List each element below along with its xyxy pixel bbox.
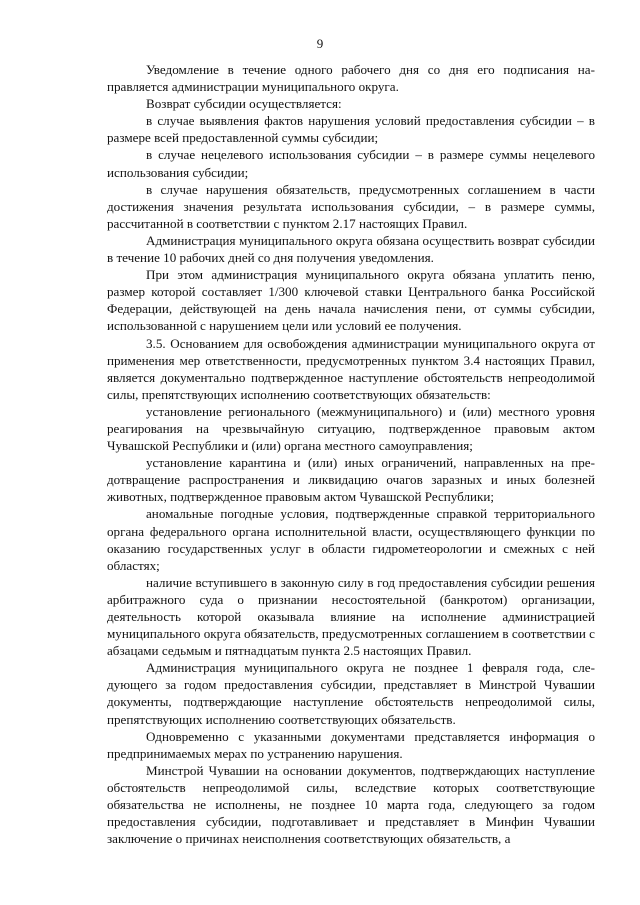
page-number: 9 <box>316 36 324 51</box>
paragraph-refund-violation: в случае выявления фактов нарушения условий предоставления субсидии – в размере всей предоставленной суммы субсидии; <box>107 113 595 146</box>
paragraph-quarantine: установление карантина и (или) иных ограничений, направленных на предотвращение распространения и ликвидацию очагов заразных и иных болезней животных, подтвержденное правовым актом Чувашской Республики; <box>107 455 595 505</box>
paragraph-documents-submission: Администрация муниципального округа не позднее 1 февраля года, следующего за годом предоставления субсидии, представляет в Минстрой Чувашии документы, подтверждающие наступление обстоятельств непреодолимой силы, препятствующих исполнению соответствующих обязательств. <box>107 660 595 727</box>
paragraph-refund-misuse: в случае нецелевого использования субсидии – в размере суммы нецелевого использования субсидии; <box>107 147 595 180</box>
paragraph-bankruptcy: наличие вступившего в законную силу в год предоставления субсидии решения арбитражного суда о признании несостоятельной (банкротом) организации, деятельность которой оказывала влияние на исполнение администрацией муниципального округа обязательств, предусмотренных соглашением в соответствии с абзацами седьмым и пятнадцатым пункта 2.5 настоящих Правил. <box>107 574 595 659</box>
paragraph-refund-deadline: Администрация муниципального округа обязана осуществить возврат субсидии в течение 10 рабочих дней со дня получения уведомления. <box>107 232 595 266</box>
paragraph-ministry-conclusion: Минстрой Чувашии на основании документов, подтверждающих наступление обстоятельств непреодолимой силы, вследствие которых соответствующие обязательства не исполнены, не позднее 10 марта года, следующего за годом предоставления субсидии, подготавливает и представляет в Минфин Чувашии заключение о причинах неисполнения соответствующих обязательств, а <box>107 762 595 847</box>
paragraph-weather: аномальные погодные условия, подтвержденные справкой территориального органа федерального органа исполнительной власти, осуществляющего функции по оказанию государственных услуг в области гидрометеорологии и смежных с ней областях; <box>107 506 595 573</box>
paragraph-notice-sending: Уведомление в течение одного рабочего дня со дня его подписания направляется администрации муниципального округа. <box>107 62 595 95</box>
paragraph-penalty: При этом администрация муниципального округа обязана уплатить пеню, размер которой составляет 1/300 ключевой ставки Центрального банка Российской Федерации, действующей на день начала начисления пени, от суммы субсидии, использованной с нарушением цели или условий ее получения. <box>107 267 595 334</box>
paragraph-measures-info: Одновременно с указанными документами представляется информация о предпринимаемых мерах по устранению нарушения. <box>107 728 595 761</box>
paragraph-refund-intro: Возврат субсидии осуществляется: <box>146 96 342 112</box>
paragraph-refund-obligations: в случае нарушения обязательств, предусмотренных соглашением в части достижения значения результата использования субсидии, – в размере суммы, рассчитанной в соответствии с пунктом 2.17 настоящих Правил. <box>107 181 595 231</box>
paragraph-emergency-level: установление регионального (межмуниципального) и (или) местного уровня реагирования на чрезвычайную ситуацию, подтвержденное правовым актом Чувашской Республики и (или) органа местного самоуправления; <box>107 403 595 454</box>
paragraph-section-3-5: 3.5. Основанием для освобождения администрации муниципального округа от применения мер ответственности, предусмотренных пунктом 3.4 настоящих Правил, является документально подтвержденное наступление обстоятельств непреодолимой силы, препятствующих исполнению соответствующих обязательств: <box>107 335 595 402</box>
document-body <box>107 61 595 847</box>
